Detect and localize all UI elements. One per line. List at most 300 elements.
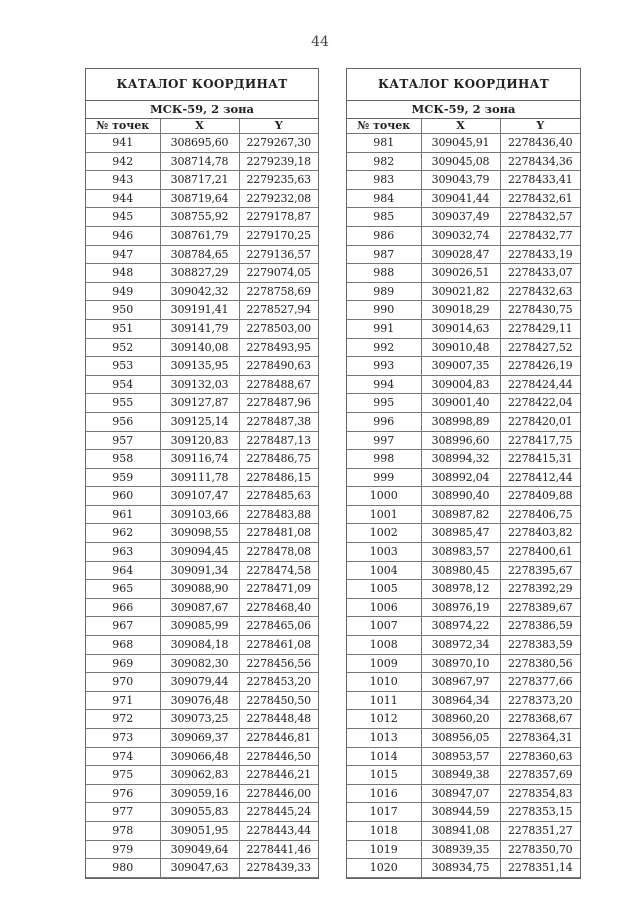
point-number-cell: 987 (347, 245, 421, 264)
table-row (347, 394, 580, 413)
x-coordinate-cell: 309049,64 (160, 840, 239, 859)
point-number-cell: 956 (86, 412, 160, 431)
point-number-cell: 1019 (347, 840, 421, 859)
x-coordinate-cell: 309135,95 (160, 357, 239, 376)
y-coordinate-cell: 2278432,77 (500, 226, 580, 245)
column-header-x: X (160, 119, 239, 134)
coordinate-table (347, 119, 580, 878)
table-row (347, 375, 580, 394)
x-coordinate-cell: 309026,51 (421, 264, 500, 283)
y-coordinate-cell: 2278456,56 (239, 654, 318, 673)
x-coordinate-cell: 308978,12 (421, 580, 500, 599)
x-coordinate-cell: 309045,08 (421, 152, 500, 171)
point-number-cell: 1000 (347, 487, 421, 506)
table-row (86, 654, 318, 673)
x-coordinate-cell: 309032,74 (421, 226, 500, 245)
y-coordinate-cell: 2278446,00 (239, 784, 318, 803)
y-coordinate-cell: 2278353,15 (500, 803, 580, 822)
y-coordinate-cell: 2278373,20 (500, 691, 580, 710)
y-coordinate-cell: 2279239,18 (239, 152, 318, 171)
point-number-cell: 993 (347, 357, 421, 376)
y-coordinate-cell: 2278488,67 (239, 375, 318, 394)
table-row (86, 766, 318, 785)
point-number-cell: 970 (86, 673, 160, 692)
table-row (86, 171, 318, 190)
table-row (86, 598, 318, 617)
table-row (347, 282, 580, 301)
point-number-cell: 971 (86, 691, 160, 710)
y-coordinate-cell: 2278490,63 (239, 357, 318, 376)
table-row (347, 654, 580, 673)
point-number-cell: 962 (86, 524, 160, 543)
table-row (347, 152, 580, 171)
point-number-cell: 996 (347, 412, 421, 431)
table-row (347, 636, 580, 655)
table-row (347, 171, 580, 190)
x-coordinate-cell: 308983,57 (421, 543, 500, 562)
point-number-cell: 980 (86, 859, 160, 878)
table-row (347, 468, 580, 487)
table-row (347, 561, 580, 580)
point-number-cell: 953 (86, 357, 160, 376)
point-number-cell: 950 (86, 301, 160, 320)
table-row (347, 543, 580, 562)
x-coordinate-cell: 309125,14 (160, 412, 239, 431)
table-row (347, 412, 580, 431)
x-coordinate-cell: 309018,29 (421, 301, 500, 320)
point-number-cell: 979 (86, 840, 160, 859)
y-coordinate-cell: 2278392,29 (500, 580, 580, 599)
x-coordinate-cell: 309191,41 (160, 301, 239, 320)
table-row (347, 710, 580, 729)
x-coordinate-cell: 308784,65 (160, 245, 239, 264)
point-number-cell: 986 (347, 226, 421, 245)
x-coordinate-cell: 309042,32 (160, 282, 239, 301)
x-coordinate-cell: 309141,79 (160, 319, 239, 338)
table-row (86, 580, 318, 599)
point-number-cell: 1006 (347, 598, 421, 617)
table-header-row (347, 119, 580, 134)
point-number-cell: 958 (86, 450, 160, 469)
x-coordinate-cell: 309127,87 (160, 394, 239, 413)
x-coordinate-cell: 308944,59 (421, 803, 500, 822)
point-number-cell: 999 (347, 468, 421, 487)
y-coordinate-cell: 2278446,50 (239, 747, 318, 766)
y-coordinate-cell: 2278415,31 (500, 450, 580, 469)
y-coordinate-cell: 2278368,67 (500, 710, 580, 729)
x-coordinate-cell: 308987,82 (421, 505, 500, 524)
point-number-cell: 965 (86, 580, 160, 599)
y-coordinate-cell: 2278422,04 (500, 394, 580, 413)
table-row (347, 450, 580, 469)
table-row (86, 301, 318, 320)
point-number-cell: 982 (347, 152, 421, 171)
point-number-cell: 995 (347, 394, 421, 413)
x-coordinate-cell: 309098,55 (160, 524, 239, 543)
point-number-cell: 942 (86, 152, 160, 171)
y-coordinate-cell: 2278432,63 (500, 282, 580, 301)
point-number-cell: 977 (86, 803, 160, 822)
table-row (86, 487, 318, 506)
x-coordinate-cell: 308960,20 (421, 710, 500, 729)
table-row (347, 524, 580, 543)
point-number-cell: 994 (347, 375, 421, 394)
table-row (86, 264, 318, 283)
column-header-y: Y (500, 119, 580, 134)
x-coordinate-cell: 309007,35 (421, 357, 500, 376)
table-row (347, 357, 580, 376)
point-number-cell: 947 (86, 245, 160, 264)
table-header-row (86, 119, 318, 134)
x-coordinate-cell: 309047,63 (160, 859, 239, 878)
point-number-cell: 972 (86, 710, 160, 729)
y-coordinate-cell: 2278487,96 (239, 394, 318, 413)
y-coordinate-cell: 2278432,57 (500, 208, 580, 227)
table-row (347, 803, 580, 822)
table-row (86, 821, 318, 840)
x-coordinate-cell: 308980,45 (421, 561, 500, 580)
x-coordinate-cell: 309132,03 (160, 375, 239, 394)
point-number-cell: 1009 (347, 654, 421, 673)
x-coordinate-cell: 309079,44 (160, 673, 239, 692)
table-row (347, 821, 580, 840)
x-coordinate-cell: 308953,57 (421, 747, 500, 766)
table-row (347, 766, 580, 785)
y-coordinate-cell: 2278481,08 (239, 524, 318, 543)
y-coordinate-cell: 2278377,66 (500, 673, 580, 692)
coordinate-catalog-left (85, 68, 319, 879)
table-row (347, 189, 580, 208)
y-coordinate-cell: 2278433,19 (500, 245, 580, 264)
point-number-cell: 974 (86, 747, 160, 766)
table-row (347, 208, 580, 227)
table-row (347, 859, 580, 878)
point-number-cell: 966 (86, 598, 160, 617)
point-number-cell: 1001 (347, 505, 421, 524)
table-row (86, 189, 318, 208)
y-coordinate-cell: 2278417,75 (500, 431, 580, 450)
y-coordinate-cell: 2278453,20 (239, 673, 318, 692)
point-number-cell: 1008 (347, 636, 421, 655)
x-coordinate-cell: 308827,29 (160, 264, 239, 283)
column-header-point-number: № точек (86, 119, 160, 134)
y-coordinate-cell: 2278478,08 (239, 543, 318, 562)
point-number-cell: 967 (86, 617, 160, 636)
x-coordinate-cell: 309021,82 (421, 282, 500, 301)
table-row (347, 598, 580, 617)
y-coordinate-cell: 2278432,61 (500, 189, 580, 208)
x-coordinate-cell: 309014,63 (421, 319, 500, 338)
y-coordinate-cell: 2278427,52 (500, 338, 580, 357)
table-row (86, 282, 318, 301)
y-coordinate-cell: 2278483,88 (239, 505, 318, 524)
y-coordinate-cell: 2278486,75 (239, 450, 318, 469)
point-number-cell: 1017 (347, 803, 421, 822)
point-number-cell: 984 (347, 189, 421, 208)
coordinate-catalog-right (346, 68, 581, 879)
table-row (86, 394, 318, 413)
x-coordinate-cell: 308761,79 (160, 226, 239, 245)
x-coordinate-cell: 309010,48 (421, 338, 500, 357)
table-row (347, 319, 580, 338)
y-coordinate-cell: 2278493,95 (239, 338, 318, 357)
point-number-cell: 1007 (347, 617, 421, 636)
y-coordinate-cell: 2278433,41 (500, 171, 580, 190)
point-number-cell: 975 (86, 766, 160, 785)
x-coordinate-cell: 308941,08 (421, 821, 500, 840)
x-coordinate-cell: 308719,64 (160, 189, 239, 208)
x-coordinate-cell: 308934,75 (421, 859, 500, 878)
column-header-x: X (421, 119, 500, 134)
table-row (86, 673, 318, 692)
point-number-cell: 981 (347, 134, 421, 153)
x-coordinate-cell: 308947,07 (421, 784, 500, 803)
y-coordinate-cell: 2279170,25 (239, 226, 318, 245)
table-row (86, 319, 318, 338)
y-coordinate-cell: 2278443,44 (239, 821, 318, 840)
table-row (86, 357, 318, 376)
point-number-cell: 976 (86, 784, 160, 803)
table-row (347, 580, 580, 599)
table-row (86, 784, 318, 803)
y-coordinate-cell: 2279136,57 (239, 245, 318, 264)
x-coordinate-cell: 309059,16 (160, 784, 239, 803)
table-row (347, 784, 580, 803)
y-coordinate-cell: 2278487,38 (239, 412, 318, 431)
table-row (86, 747, 318, 766)
table-row (347, 617, 580, 636)
point-number-cell: 948 (86, 264, 160, 283)
point-number-cell: 964 (86, 561, 160, 580)
table-row (86, 561, 318, 580)
table-row (347, 747, 580, 766)
x-coordinate-cell: 309140,08 (160, 338, 239, 357)
y-coordinate-cell: 2278354,83 (500, 784, 580, 803)
y-coordinate-cell: 2278424,44 (500, 375, 580, 394)
point-number-cell: 955 (86, 394, 160, 413)
y-coordinate-cell: 2278403,82 (500, 524, 580, 543)
x-coordinate-cell: 309091,34 (160, 561, 239, 580)
table-row (86, 729, 318, 748)
table-row (347, 487, 580, 506)
table-row (347, 431, 580, 450)
point-number-cell: 1018 (347, 821, 421, 840)
point-number-cell: 949 (86, 282, 160, 301)
x-coordinate-cell: 308998,89 (421, 412, 500, 431)
y-coordinate-cell: 2278364,31 (500, 729, 580, 748)
y-coordinate-cell: 2278487,13 (239, 431, 318, 450)
catalog-title: КАТАЛОГ КООРДИНАТ (347, 69, 580, 101)
table-row (347, 301, 580, 320)
table-row (86, 859, 318, 878)
x-coordinate-cell: 308974,22 (421, 617, 500, 636)
y-coordinate-cell: 2278360,63 (500, 747, 580, 766)
y-coordinate-cell: 2278351,14 (500, 859, 580, 878)
table-row (347, 505, 580, 524)
point-number-cell: 1003 (347, 543, 421, 562)
y-coordinate-cell: 2278474,58 (239, 561, 318, 580)
y-coordinate-cell: 2278400,61 (500, 543, 580, 562)
y-coordinate-cell: 2278412,44 (500, 468, 580, 487)
y-coordinate-cell: 2278445,24 (239, 803, 318, 822)
x-coordinate-cell: 308992,04 (421, 468, 500, 487)
x-coordinate-cell: 309041,44 (421, 189, 500, 208)
x-coordinate-cell: 308996,60 (421, 431, 500, 450)
point-number-cell: 1012 (347, 710, 421, 729)
table-row (86, 245, 318, 264)
point-number-cell: 1002 (347, 524, 421, 543)
point-number-cell: 983 (347, 171, 421, 190)
table-row (347, 840, 580, 859)
x-coordinate-cell: 308964,34 (421, 691, 500, 710)
table-row (86, 375, 318, 394)
page-number: 44 (311, 34, 329, 50)
table-row (86, 710, 318, 729)
x-coordinate-cell: 309087,67 (160, 598, 239, 617)
x-coordinate-cell: 309004,83 (421, 375, 500, 394)
table-row (86, 543, 318, 562)
table-row (347, 264, 580, 283)
y-coordinate-cell: 2278434,36 (500, 152, 580, 171)
table-row (86, 226, 318, 245)
x-coordinate-cell: 309103,66 (160, 505, 239, 524)
x-coordinate-cell: 309073,25 (160, 710, 239, 729)
y-coordinate-cell: 2278429,11 (500, 319, 580, 338)
point-number-cell: 1004 (347, 561, 421, 580)
x-coordinate-cell: 309043,79 (421, 171, 500, 190)
table-body (347, 134, 580, 878)
y-coordinate-cell: 2278468,40 (239, 598, 318, 617)
x-coordinate-cell: 309084,18 (160, 636, 239, 655)
point-number-cell: 969 (86, 654, 160, 673)
x-coordinate-cell: 309037,49 (421, 208, 500, 227)
x-coordinate-cell: 308970,10 (421, 654, 500, 673)
x-coordinate-cell: 309116,74 (160, 450, 239, 469)
y-coordinate-cell: 2278503,00 (239, 319, 318, 338)
point-number-cell: 985 (347, 208, 421, 227)
x-coordinate-cell: 309088,90 (160, 580, 239, 599)
table-row (86, 524, 318, 543)
table-row (347, 673, 580, 692)
catalog-subtitle: МСК-59, 2 зона (86, 101, 318, 119)
point-number-cell: 1015 (347, 766, 421, 785)
y-coordinate-cell: 2278357,69 (500, 766, 580, 785)
y-coordinate-cell: 2278439,33 (239, 859, 318, 878)
point-number-cell: 992 (347, 338, 421, 357)
table-row (86, 134, 318, 153)
x-coordinate-cell: 308714,78 (160, 152, 239, 171)
y-coordinate-cell: 2278380,56 (500, 654, 580, 673)
point-number-cell: 990 (347, 301, 421, 320)
y-coordinate-cell: 2278527,94 (239, 301, 318, 320)
point-number-cell: 960 (86, 487, 160, 506)
catalog-subtitle: МСК-59, 2 зона (347, 101, 580, 119)
x-coordinate-cell: 308956,05 (421, 729, 500, 748)
table-row (347, 691, 580, 710)
y-coordinate-cell: 2278420,01 (500, 412, 580, 431)
table-row (86, 617, 318, 636)
x-coordinate-cell: 308990,40 (421, 487, 500, 506)
y-coordinate-cell: 2278426,19 (500, 357, 580, 376)
point-number-cell: 989 (347, 282, 421, 301)
y-coordinate-cell: 2278446,81 (239, 729, 318, 748)
y-coordinate-cell: 2278350,70 (500, 840, 580, 859)
y-coordinate-cell: 2278395,67 (500, 561, 580, 580)
x-coordinate-cell: 308967,97 (421, 673, 500, 692)
table-row (86, 412, 318, 431)
x-coordinate-cell: 308985,47 (421, 524, 500, 543)
y-coordinate-cell: 2278461,08 (239, 636, 318, 655)
x-coordinate-cell: 309094,45 (160, 543, 239, 562)
y-coordinate-cell: 2278486,15 (239, 468, 318, 487)
point-number-cell: 973 (86, 729, 160, 748)
table-row (347, 134, 580, 153)
table-row (86, 450, 318, 469)
x-coordinate-cell: 308972,34 (421, 636, 500, 655)
point-number-cell: 1005 (347, 580, 421, 599)
y-coordinate-cell: 2278433,07 (500, 264, 580, 283)
point-number-cell: 944 (86, 189, 160, 208)
y-coordinate-cell: 2278409,88 (500, 487, 580, 506)
table-row (86, 431, 318, 450)
point-number-cell: 1014 (347, 747, 421, 766)
x-coordinate-cell: 308994,32 (421, 450, 500, 469)
x-coordinate-cell: 309001,40 (421, 394, 500, 413)
x-coordinate-cell: 309111,78 (160, 468, 239, 487)
point-number-cell: 1016 (347, 784, 421, 803)
point-number-cell: 951 (86, 319, 160, 338)
point-number-cell: 943 (86, 171, 160, 190)
x-coordinate-cell: 309076,48 (160, 691, 239, 710)
table-row (86, 338, 318, 357)
y-coordinate-cell: 2278758,69 (239, 282, 318, 301)
point-number-cell: 988 (347, 264, 421, 283)
y-coordinate-cell: 2278386,59 (500, 617, 580, 636)
x-coordinate-cell: 309066,48 (160, 747, 239, 766)
table-row (86, 691, 318, 710)
x-coordinate-cell: 308976,19 (421, 598, 500, 617)
y-coordinate-cell: 2278465,06 (239, 617, 318, 636)
y-coordinate-cell: 2278389,67 (500, 598, 580, 617)
point-number-cell: 978 (86, 821, 160, 840)
y-coordinate-cell: 2278441,46 (239, 840, 318, 859)
column-header-point-number: № точек (347, 119, 421, 134)
point-number-cell: 1011 (347, 691, 421, 710)
table-row (347, 226, 580, 245)
point-number-cell: 941 (86, 134, 160, 153)
point-number-cell: 959 (86, 468, 160, 487)
x-coordinate-cell: 308939,35 (421, 840, 500, 859)
point-number-cell: 952 (86, 338, 160, 357)
point-number-cell: 997 (347, 431, 421, 450)
table-row (86, 636, 318, 655)
x-coordinate-cell: 309055,83 (160, 803, 239, 822)
table-body (86, 134, 318, 878)
y-coordinate-cell: 2278448,48 (239, 710, 318, 729)
table-row (86, 208, 318, 227)
y-coordinate-cell: 2278450,50 (239, 691, 318, 710)
point-number-cell: 946 (86, 226, 160, 245)
x-coordinate-cell: 309069,37 (160, 729, 239, 748)
table-row (86, 840, 318, 859)
point-number-cell: 1020 (347, 859, 421, 878)
table-row (347, 338, 580, 357)
table-row (86, 803, 318, 822)
y-coordinate-cell: 2278383,59 (500, 636, 580, 655)
point-number-cell: 961 (86, 505, 160, 524)
x-coordinate-cell: 308695,60 (160, 134, 239, 153)
x-coordinate-cell: 308755,92 (160, 208, 239, 227)
